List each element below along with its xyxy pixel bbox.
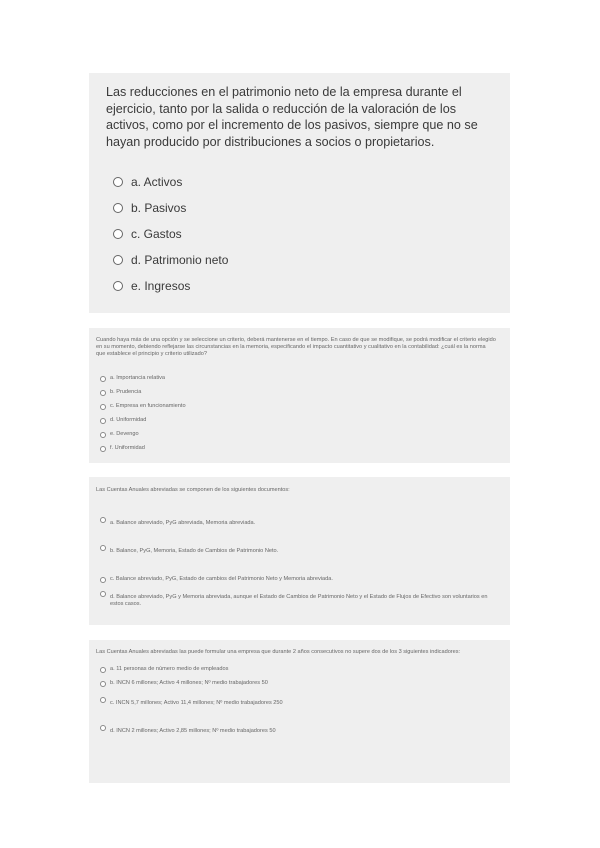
radio-button[interactable] [100, 697, 106, 703]
option-label: d. Balance abreviado, PyG y Memoria abreviada, aunque el Estado de Cambios de Patrimonio Neto y el Estado de Flujos de Efectivo son voluntarios en estos casos. [110, 594, 488, 607]
radio-button[interactable] [113, 255, 123, 265]
radio-button[interactable] [100, 667, 106, 673]
question-text: Las Cuentas Anuales abreviadas se componen de los siguientes documentos: [96, 487, 290, 493]
option-d[interactable] [100, 417, 146, 424]
option-e[interactable] [113, 278, 190, 294]
option-label: a. 11 personas de número medio de empleados [110, 666, 229, 672]
question-text: Las reducciones en el patrimonio neto de la empresa durante el ejercicio, tanto por la salida o reducción de la valoración de los activos, como por el incremento de los pasivos, siempre que no se hayan producido por distribuciones a socios o propietarios. [106, 85, 478, 150]
question-card-1 [89, 73, 510, 313]
option-label: a. Importancia relativa [110, 375, 166, 381]
option-f[interactable] [100, 445, 145, 452]
option-c[interactable] [113, 226, 182, 242]
radio-button[interactable] [113, 203, 123, 213]
option-label: c. INCN 5,7 millones; Activo 11,4 millones; Nº medio trabajadores 250 [110, 700, 283, 706]
radio-button[interactable] [100, 725, 106, 731]
option-b[interactable] [100, 680, 268, 687]
option-label: f. Uniformidad [110, 445, 145, 451]
option-c[interactable] [100, 700, 283, 707]
option-label: b. Prudencia [110, 389, 142, 395]
radio-button[interactable] [100, 390, 106, 396]
option-b[interactable] [113, 200, 186, 216]
radio-button[interactable] [100, 446, 106, 452]
option-e[interactable] [100, 431, 139, 438]
option-c[interactable] [100, 403, 186, 410]
option-label: d. Patrimonio neto [131, 253, 229, 267]
option-label: b. INCN 6 millones; Activo 4 millones; Nº medio trabajadores 50 [110, 680, 268, 686]
question-text: Cuando haya más de una opción y se seleccione un criterio, deberá mantenerse en el tiempo. En caso de que se modifique, se podrá modificar el criterio elegido en su momento, debiendo reflejarse las circunstancias en la memoria, especificando el impacto cuantitativo y cualitativo en la contabilidad: ¿cuál es la norma que establece el principio y criterio utilizado? [96, 337, 496, 357]
option-label: c. Balance abreviado, PyG, Estado de cambios del Patrimonio Neto y Memoria abreviada. [110, 576, 333, 582]
radio-button[interactable] [100, 517, 106, 523]
question-card-3 [89, 477, 510, 625]
option-label: d. INCN 2 millones; Activo 2,85 millones; Nº medio trabajadores 50 [110, 728, 276, 734]
option-label: b. Pasivos [131, 201, 187, 215]
question-card-2 [89, 328, 510, 463]
radio-button[interactable] [113, 177, 123, 187]
radio-button[interactable] [113, 281, 123, 291]
option-label: a. Activos [131, 175, 183, 189]
option-label: b. Balance, PyG, Memoria, Estado de Cambios de Patrimonio Neto. [110, 548, 279, 554]
radio-button[interactable] [100, 404, 106, 410]
option-label: c. Gastos [131, 227, 182, 241]
option-d[interactable] [113, 252, 228, 268]
radio-button[interactable] [113, 229, 123, 239]
question-card-4 [89, 640, 510, 783]
option-d[interactable] [100, 728, 276, 735]
option-label: c. Empresa en funcionamiento [110, 403, 186, 409]
option-label: e. Devengo [110, 431, 139, 437]
option-d[interactable] [100, 594, 500, 608]
option-a[interactable] [100, 666, 228, 673]
option-b[interactable] [100, 389, 141, 396]
option-a[interactable] [113, 174, 182, 190]
radio-button[interactable] [100, 681, 106, 687]
radio-button[interactable] [100, 591, 106, 597]
option-a[interactable] [100, 520, 255, 527]
radio-button[interactable] [100, 577, 106, 583]
radio-button[interactable] [100, 376, 106, 382]
radio-button[interactable] [100, 432, 106, 438]
option-label: d. Uniformidad [110, 417, 147, 423]
radio-button[interactable] [100, 545, 106, 551]
option-label: a. Balance abreviado, PyG abreviada, Memoria abreviada. [110, 520, 256, 526]
option-label: e. Ingresos [131, 279, 191, 293]
radio-button[interactable] [100, 418, 106, 424]
question-text: Las Cuentas Anuales abreviadas las puede formular una empresa que durante 2 años consecutivos no supere dos de los 3 siguientes indicadores: [96, 649, 461, 655]
option-b[interactable] [100, 548, 278, 555]
option-c[interactable] [100, 576, 333, 583]
option-a[interactable] [100, 375, 165, 382]
